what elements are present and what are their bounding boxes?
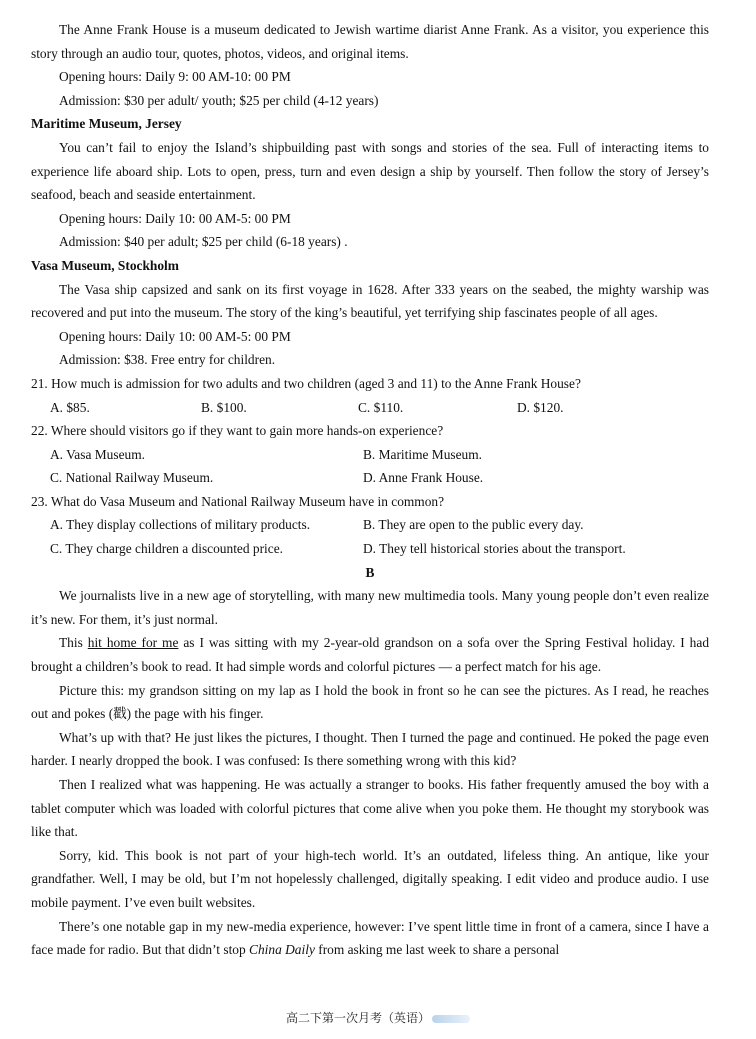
question-21-option-b: B. $100. (201, 399, 247, 415)
question-23-options-row-1 (31, 513, 709, 537)
passage-b-paragraph-2 (31, 631, 709, 678)
question-23-option-d: D. They tell historical stories about the transport. (363, 541, 626, 557)
question-21: 21. How much is admission for two adults and two children (aged 3 and 11) to the Anne Frank House? (31, 375, 581, 391)
question-23-options-row-2 (31, 537, 709, 561)
vasa-museum-title: Vasa Museum, Stockholm (31, 257, 179, 273)
newspaper-name: China Daily (249, 942, 315, 958)
maritime-museum-title: Maritime Museum, Jersey (31, 116, 182, 132)
question-21-option-c: C. $110. (358, 399, 404, 415)
passage-b-paragraph-5: Then I realized what was happening. He was actually a stranger to books. His father frequently amused the boy with a tablet computer which was loaded with colorful pictures that come alive when you poke them. He thought my storybook was like that. (31, 777, 709, 840)
passage-b-paragraph-3: Picture this: my grandson sitting on my lap as I hold the book in front so he can see the pictures. As I read, he reaches out and pokes (戳) the page with his finger. (31, 682, 709, 722)
question-23-option-c: C. They charge children a discounted price. (50, 541, 284, 557)
question-21-option-d: D. $120. (517, 399, 564, 415)
question-22-option-d: D. Anne Frank House. (363, 470, 484, 486)
question-22-option-a: A. Vasa Museum. (50, 446, 145, 462)
maritime-museum-description: You can’t fail to enjoy the Island’s shipbuilding past with songs and stories of the sea. Full of interacting items to experience life aboard ship. Lots to open, press, turn and even design a ship by yourself. Then follow the story of Jersey’s seafood, beach and seaside entertainment. (31, 139, 709, 203)
passage-b-paragraph-1: We journalists live in a new age of storytelling, with many new multimedia tools. Many young people don’t even realize it’s new. For them, it’s just normal. (31, 588, 709, 627)
question-22-option-c: C. National Railway Museum. (50, 470, 214, 486)
section-b-heading: B (365, 564, 375, 580)
anne-frank-hours: Opening hours: Daily 9: 00 AM-10: 00 PM (59, 69, 291, 85)
passage-b-paragraph-7 (31, 915, 709, 962)
passage-b-paragraph-6: Sorry, kid. This book is not part of your high-tech world. It’s an outdated, lifeless thing. An antique, like your grandfather. Well, I may be old, but I’m not hopelessly challenged, digitally speaking. I edit video and produce audio. I use mobile payment. I’ve even built websites. (31, 847, 709, 910)
anne-frank-admission: Admission: $30 per adult/ youth; $25 per child (4-12 years) (59, 92, 379, 108)
vasa-museum-admission: Admission: $38. Free entry for children. (59, 352, 276, 368)
anne-frank-description: The Anne Frank House is a museum dedicated to Jewish wartime diarist Anne Frank. As a visitor, you experience this story through an audio tour, quotes, photos, videos, and original items. (31, 22, 709, 61)
footer-decoration (432, 1015, 470, 1023)
footer-label: 高二下第一次月考（英语） (285, 1011, 430, 1025)
paragraph-2-lead: This (59, 635, 88, 651)
document-page (31, 18, 709, 962)
question-22: 22. Where should visitors go if they want to gain more hands-on experience? (31, 423, 444, 439)
paragraph-7-lead: There’s one notable gap in my new-media experience, however: I’ve spent little time in front of a camera, since I have a face made for radio. But that didn’t stop (31, 918, 709, 958)
question-23-option-b: B. They are open to the public every day. (363, 517, 584, 533)
paragraph-2-rest: as I was sitting with my 2-year-old grandson on a sofa over the Spring Festival holiday. I had brought a children’s book to read. It had simple words and colorful pictures — a perfect match for his age. (31, 635, 710, 675)
underlined-phrase: hit home for me (87, 635, 179, 651)
question-23: 23. What do Vasa Museum and National Railway Museum have in common? (31, 493, 445, 509)
passage-b-paragraph-4: What’s up with that? He just likes the pictures, I thought. Then I turned the page and continued. He poked the page even harder. I nearly dropped the book. I was confused: Is there something wrong with this kid? (31, 729, 709, 769)
question-21-options (31, 396, 709, 420)
question-23-option-a: A. They display collections of military products. (50, 517, 311, 533)
page-footer (0, 1009, 756, 1026)
question-21-option-a: A. $85. (50, 399, 90, 415)
maritime-museum-hours: Opening hours: Daily 10: 00 AM-5: 00 PM (59, 210, 291, 226)
question-22-options-row-2 (31, 466, 709, 490)
paragraph-7-rest: from asking me last week to share a personal (314, 942, 560, 958)
vasa-museum-description: The Vasa ship capsized and sank on its first voyage in 1628. After 333 years on the seabed, the mighty warship was recovered and put into the museum. The story of the king’s beautiful, yet terrifying ship fascinates people of all ages. (31, 281, 709, 321)
vasa-museum-hours: Opening hours: Daily 10: 00 AM-5: 00 PM (59, 328, 291, 344)
question-22-option-b: B. Maritime Museum. (363, 446, 483, 462)
question-22-options-row-1 (31, 443, 709, 467)
maritime-museum-admission: Admission: $40 per adult; $25 per child (6-18 years) . (59, 234, 348, 250)
